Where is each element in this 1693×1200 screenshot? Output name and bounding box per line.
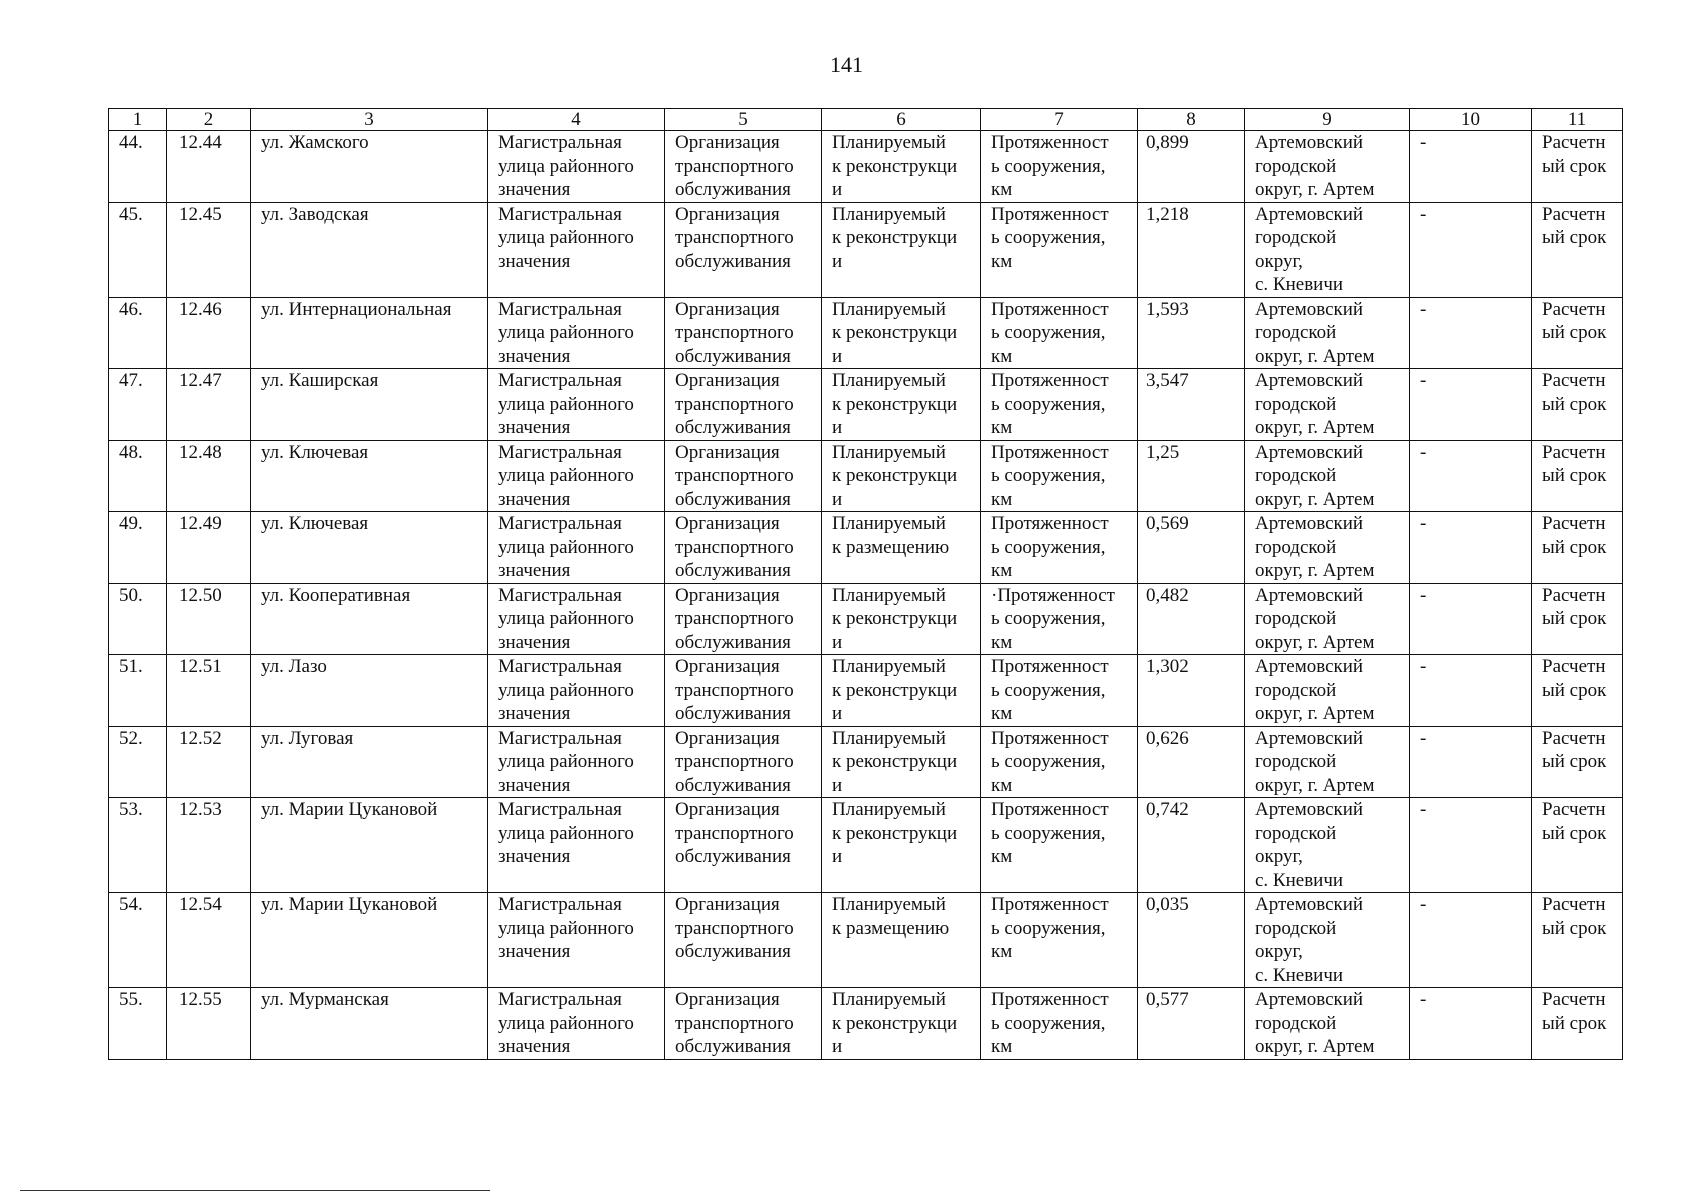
zone-type-text: - [1420, 894, 1427, 915]
street-name-text: ул. Лазо [261, 656, 327, 677]
cell-characteristic-name [981, 655, 1138, 727]
street-name-text: ул. Кооперативная [261, 584, 411, 606]
table-row [109, 297, 1623, 369]
cell-implementation-term [1532, 512, 1623, 584]
object-code-text: 12.53 [179, 799, 222, 820]
cell-object-status [822, 726, 981, 798]
cell-row-number [109, 655, 167, 727]
characteristic-name-text: Протяженност ь сооружения, км [991, 513, 1109, 581]
table-row [109, 202, 1623, 297]
length-value-text: 0,577 [1146, 989, 1189, 1010]
location-text: Артемовский городской округ, г. Артем [1255, 727, 1375, 796]
zone-type-text: - [1420, 799, 1427, 820]
cell-length-value [1138, 440, 1245, 512]
cell-length-value [1138, 798, 1245, 893]
page-number: 141 [830, 52, 863, 77]
cell-length-value [1138, 655, 1245, 727]
location-text: Артемовский городской округ, г. Артем [1255, 989, 1375, 1057]
row-number-text: 54. [119, 894, 143, 915]
cell-location [1245, 369, 1410, 441]
cell-characteristic-name [981, 369, 1138, 441]
street-name-text: ул. Жамского [261, 132, 369, 153]
zone-type-text: - [1420, 441, 1427, 463]
implementation-term-text: Расчетн ый срок [1542, 894, 1607, 939]
cell-implementation-term [1532, 202, 1623, 297]
cell-object-status [822, 893, 981, 988]
table-row [109, 988, 1623, 1060]
table-row [109, 369, 1623, 441]
table-row [109, 655, 1623, 727]
zone-type-text: - [1420, 513, 1427, 534]
cell-zone-type [1410, 369, 1532, 441]
cell-characteristic-name [981, 798, 1138, 893]
cell-object-status [822, 798, 981, 893]
footnote-divider [20, 1190, 490, 1191]
road-type-text: Магистральная улица районного значения [498, 513, 634, 581]
purpose-text: Организация транспортного обслуживания [675, 370, 794, 438]
cell-zone-type [1410, 440, 1532, 512]
table-row [109, 893, 1623, 988]
cell-row-number [109, 512, 167, 584]
cell-purpose [665, 726, 822, 798]
roads-table [108, 108, 1623, 1060]
cell-implementation-term [1532, 893, 1623, 988]
length-value-text: 1,218 [1146, 203, 1189, 225]
object-status-text: Планируемый к реконструкци и [832, 989, 958, 1057]
cell-road-type [488, 512, 665, 584]
cell-zone-type [1410, 798, 1532, 893]
cell-object-status [822, 369, 981, 441]
street-name-text: ул. Интернациональная [261, 298, 452, 320]
cell-object-status [822, 512, 981, 584]
cell-length-value [1138, 202, 1245, 297]
cell-purpose [665, 798, 822, 893]
cell-road-type [488, 655, 665, 727]
purpose-text: Организация транспортного обслуживания [675, 656, 794, 724]
cell-object-code [167, 131, 251, 203]
cell-object-code [167, 202, 251, 297]
cell-object-code [167, 726, 251, 798]
object-status-text: Планируемый к размещению [832, 513, 950, 558]
length-value-text: 0,482 [1146, 584, 1189, 606]
cell-implementation-term [1532, 988, 1623, 1060]
road-type-text: Магистральная улица районного значения [498, 894, 634, 962]
object-status-text: Планируемый к размещению [832, 894, 950, 939]
column-number-10: 10 [1410, 109, 1532, 131]
implementation-term-text: Расчетн ый срок [1542, 727, 1607, 772]
column-number-6: 6 [822, 109, 981, 131]
cell-length-value [1138, 512, 1245, 584]
cell-location [1245, 512, 1410, 584]
length-value-text: 0,035 [1146, 894, 1189, 915]
street-name-text: ул. Луговая [261, 727, 354, 749]
cell-street-name [251, 369, 488, 441]
length-value-text: 0,899 [1146, 132, 1189, 153]
cell-road-type [488, 583, 665, 655]
implementation-term-text: Расчетн ый срок [1542, 989, 1607, 1034]
cell-street-name [251, 726, 488, 798]
purpose-text: Организация транспортного обслуживания [675, 799, 794, 867]
cell-location [1245, 988, 1410, 1060]
cell-purpose [665, 655, 822, 727]
street-name-text: ул. Ключевая [261, 441, 369, 463]
location-text: Артемовский городской округ, г. Артем [1255, 513, 1375, 581]
zone-type-text: - [1420, 989, 1427, 1010]
table-row [109, 798, 1623, 893]
cell-road-type [488, 893, 665, 988]
cell-characteristic-name [981, 131, 1138, 203]
zone-type-text: - [1420, 203, 1427, 225]
cell-location [1245, 583, 1410, 655]
object-status-text: Планируемый к реконструкци и [832, 298, 958, 367]
cell-zone-type [1410, 988, 1532, 1060]
cell-row-number [109, 893, 167, 988]
cell-object-status [822, 988, 981, 1060]
object-code-text: 12.46 [179, 298, 222, 320]
cell-zone-type [1410, 131, 1532, 203]
cell-zone-type [1410, 655, 1532, 727]
object-status-text: Планируемый к реконструкци и [832, 799, 958, 867]
cell-implementation-term [1532, 798, 1623, 893]
table-row [109, 131, 1623, 203]
cell-object-code [167, 988, 251, 1060]
column-number-7: 7 [981, 109, 1138, 131]
implementation-term-text: Расчетн ый срок [1542, 799, 1607, 844]
cell-row-number [109, 988, 167, 1060]
road-type-text: Магистральная улица районного значения [498, 298, 634, 367]
cell-characteristic-name [981, 988, 1138, 1060]
implementation-term-text: Расчетн ый срок [1542, 298, 1607, 343]
road-type-text: Магистральная улица районного значения [498, 441, 634, 510]
length-value-text: 0,626 [1146, 727, 1189, 749]
cell-street-name [251, 297, 488, 369]
cell-row-number [109, 297, 167, 369]
characteristic-name-text: Протяженност ь сооружения, км [991, 370, 1109, 438]
purpose-text: Организация транспортного обслуживания [675, 203, 794, 272]
implementation-term-text: Расчетн ый срок [1542, 584, 1607, 629]
street-name-text: ул. Заводская [261, 203, 369, 225]
cell-zone-type [1410, 297, 1532, 369]
length-value-text: 0,569 [1146, 513, 1189, 534]
road-type-text: Магистральная улица районного значения [498, 656, 634, 724]
location-text: Артемовский городской округ, с. Кневичи [1255, 894, 1364, 986]
characteristic-name-text: Протяженност ь сооружения, км [991, 727, 1109, 796]
cell-implementation-term [1532, 655, 1623, 727]
street-name-text: ул. Марии Цукановой [261, 799, 438, 820]
cell-street-name [251, 131, 488, 203]
object-code-text: 12.45 [179, 203, 222, 225]
street-name-text: ул. Мурманская [261, 989, 389, 1010]
cell-object-code [167, 583, 251, 655]
cell-row-number [109, 202, 167, 297]
cell-implementation-term [1532, 297, 1623, 369]
cell-object-code [167, 798, 251, 893]
object-code-text: 12.52 [179, 727, 222, 749]
purpose-text: Организация транспортного обслуживания [675, 513, 794, 581]
characteristic-name-text: Протяженност ь сооружения, км [991, 132, 1109, 200]
cell-object-code [167, 893, 251, 988]
cell-purpose [665, 202, 822, 297]
cell-road-type [488, 798, 665, 893]
purpose-text: Организация транспортного обслуживания [675, 132, 794, 200]
cell-object-code [167, 369, 251, 441]
row-number-text: 45. [119, 203, 143, 225]
location-text: Артемовский городской округ, г. Артем [1255, 441, 1375, 510]
characteristic-name-text: Протяженност ь сооружения, км [991, 799, 1109, 867]
location-text: Артемовский городской округ, с. Кневичи [1255, 799, 1364, 891]
cell-characteristic-name [981, 440, 1138, 512]
column-number-11: 11 [1532, 109, 1623, 131]
column-number-3: 3 [251, 109, 488, 131]
cell-implementation-term [1532, 440, 1623, 512]
object-code-text: 12.50 [179, 584, 222, 606]
cell-characteristic-name [981, 202, 1138, 297]
column-number-4: 4 [488, 109, 665, 131]
cell-implementation-term [1532, 583, 1623, 655]
cell-road-type [488, 440, 665, 512]
cell-purpose [665, 440, 822, 512]
cell-street-name [251, 988, 488, 1060]
table-row [109, 512, 1623, 584]
cell-purpose [665, 369, 822, 441]
zone-type-text: - [1420, 370, 1427, 391]
cell-characteristic-name [981, 893, 1138, 988]
cell-location [1245, 202, 1410, 297]
object-code-text: 12.55 [179, 989, 222, 1010]
row-number-text: 51. [119, 656, 143, 677]
cell-zone-type [1410, 726, 1532, 798]
cell-purpose [665, 297, 822, 369]
object-code-text: 12.47 [179, 370, 222, 391]
cell-length-value [1138, 297, 1245, 369]
cell-characteristic-name [981, 583, 1138, 655]
road-type-text: Магистральная улица районного значения [498, 727, 634, 796]
row-number-text: 49. [119, 513, 143, 534]
row-number-text: 50. [119, 584, 143, 606]
cell-zone-type [1410, 893, 1532, 988]
cell-road-type [488, 297, 665, 369]
characteristic-name-text: Протяженност ь сооружения, км [991, 203, 1109, 272]
cell-characteristic-name [981, 297, 1138, 369]
location-text: Артемовский городской округ, г. Артем [1255, 298, 1375, 367]
column-number-9: 9 [1245, 109, 1410, 131]
zone-type-text: - [1420, 584, 1427, 606]
characteristic-name-text: Протяженност ь сооружения, км [991, 441, 1109, 510]
characteristic-name-text: Протяженност ь сооружения, км [991, 298, 1109, 367]
purpose-text: Организация транспортного обслуживания [675, 298, 794, 367]
cell-zone-type [1410, 512, 1532, 584]
cell-object-code [167, 297, 251, 369]
cell-zone-type [1410, 583, 1532, 655]
table-row [109, 726, 1623, 798]
cell-street-name [251, 583, 488, 655]
object-status-text: Планируемый к реконструкци и [832, 132, 958, 200]
cell-row-number [109, 726, 167, 798]
cell-object-status [822, 655, 981, 727]
row-number-text: 53. [119, 799, 143, 820]
object-status-text: Планируемый к реконструкци и [832, 656, 958, 724]
road-type-text: Магистральная улица районного значения [498, 584, 634, 653]
implementation-term-text: Расчетн ый срок [1542, 441, 1607, 486]
road-type-text: Магистральная улица районного значения [498, 370, 634, 438]
cell-purpose [665, 988, 822, 1060]
implementation-term-text: Расчетн ый срок [1542, 132, 1607, 177]
cell-road-type [488, 988, 665, 1060]
column-number-row [109, 109, 1623, 131]
characteristic-name-text: Протяженност ь сооружения, км [991, 656, 1109, 724]
location-text: Артемовский городской округ, г. Артем [1255, 370, 1375, 438]
purpose-text: Организация транспортного обслуживания [675, 727, 794, 796]
cell-location [1245, 440, 1410, 512]
cell-location [1245, 655, 1410, 727]
street-name-text: ул. Марии Цукановой [261, 894, 438, 915]
cell-row-number [109, 583, 167, 655]
cell-street-name [251, 893, 488, 988]
row-number-text: 52. [119, 727, 143, 749]
row-number-text: 46. [119, 298, 143, 320]
cell-purpose [665, 131, 822, 203]
zone-type-text: - [1420, 727, 1427, 749]
implementation-term-text: Расчетн ый срок [1542, 656, 1607, 701]
cell-location [1245, 726, 1410, 798]
object-status-text: Планируемый к реконструкци и [832, 370, 958, 438]
cell-object-status [822, 202, 981, 297]
cell-object-code [167, 655, 251, 727]
location-text: Артемовский городской округ, г. Артем [1255, 132, 1375, 200]
cell-row-number [109, 440, 167, 512]
cell-object-status [822, 297, 981, 369]
row-number-text: 55. [119, 989, 143, 1010]
cell-length-value [1138, 583, 1245, 655]
cell-characteristic-name [981, 512, 1138, 584]
row-number-text: 44. [119, 132, 143, 153]
object-status-text: Планируемый к реконструкци и [832, 203, 958, 272]
road-type-text: Магистральная улица районного значения [498, 989, 634, 1057]
cell-length-value [1138, 369, 1245, 441]
cell-characteristic-name [981, 726, 1138, 798]
cell-length-value [1138, 726, 1245, 798]
cell-row-number [109, 131, 167, 203]
cell-location [1245, 798, 1410, 893]
cell-object-code [167, 512, 251, 584]
characteristic-name-text: Протяженност ь сооружения, км [991, 894, 1109, 962]
implementation-term-text: Расчетн ый срок [1542, 203, 1607, 248]
cell-purpose [665, 583, 822, 655]
location-text: Артемовский городской округ, г. Артем [1255, 584, 1375, 653]
cell-object-status [822, 583, 981, 655]
object-status-text: Планируемый к реконструкци и [832, 441, 958, 510]
cell-road-type [488, 202, 665, 297]
object-code-text: 12.48 [179, 441, 222, 463]
length-value-text: 1,593 [1146, 298, 1189, 320]
column-number-5: 5 [665, 109, 822, 131]
cell-street-name [251, 202, 488, 297]
road-type-text: Магистральная улица районного значения [498, 799, 634, 867]
cell-length-value [1138, 893, 1245, 988]
cell-road-type [488, 726, 665, 798]
cell-purpose [665, 512, 822, 584]
cell-road-type [488, 131, 665, 203]
cell-implementation-term [1532, 369, 1623, 441]
location-text: Артемовский городской округ, с. Кневичи [1255, 203, 1364, 295]
purpose-text: Организация транспортного обслуживания [675, 989, 794, 1057]
zone-type-text: - [1420, 132, 1427, 153]
characteristic-name-text: ·Протяженност ь сооружения, км [991, 584, 1115, 653]
zone-type-text: - [1420, 298, 1427, 320]
row-number-text: 47. [119, 370, 143, 391]
cell-object-status [822, 131, 981, 203]
road-type-text: Магистральная улица районного значения [498, 203, 634, 272]
object-code-text: 12.51 [179, 656, 222, 677]
implementation-term-text: Расчетн ый срок [1542, 370, 1607, 415]
purpose-text: Организация транспортного обслуживания [675, 584, 794, 653]
location-text: Артемовский городской округ, г. Артем [1255, 656, 1375, 724]
cell-row-number [109, 369, 167, 441]
cell-length-value [1138, 988, 1245, 1060]
street-name-text: ул. Ключевая [261, 513, 369, 534]
object-code-text: 12.49 [179, 513, 222, 534]
column-number-8: 8 [1138, 109, 1245, 131]
length-value-text: 3,547 [1146, 370, 1189, 391]
length-value-text: 0,742 [1146, 799, 1189, 820]
length-value-text: 1,302 [1146, 656, 1189, 677]
cell-location [1245, 131, 1410, 203]
cell-implementation-term [1532, 131, 1623, 203]
cell-zone-type [1410, 202, 1532, 297]
object-status-text: Планируемый к реконструкци и [832, 584, 958, 653]
cell-row-number [109, 798, 167, 893]
purpose-text: Организация транспортного обслуживания [675, 894, 794, 962]
cell-street-name [251, 655, 488, 727]
cell-road-type [488, 369, 665, 441]
column-number-2: 2 [167, 109, 251, 131]
table-row [109, 583, 1623, 655]
street-name-text: ул. Каширская [261, 370, 379, 391]
cell-street-name [251, 512, 488, 584]
cell-object-status [822, 440, 981, 512]
length-value-text: 1,25 [1146, 441, 1180, 463]
cell-location [1245, 893, 1410, 988]
row-number-text: 48. [119, 441, 143, 463]
zone-type-text: - [1420, 656, 1427, 677]
table-row [109, 440, 1623, 512]
characteristic-name-text: Протяженност ь сооружения, км [991, 989, 1109, 1057]
column-number-1: 1 [109, 109, 167, 131]
cell-street-name [251, 440, 488, 512]
cell-implementation-term [1532, 726, 1623, 798]
object-code-text: 12.44 [179, 132, 222, 153]
purpose-text: Организация транспортного обслуживания [675, 441, 794, 510]
cell-street-name [251, 798, 488, 893]
table-body [109, 131, 1623, 1060]
object-status-text: Планируемый к реконструкци и [832, 727, 958, 796]
cell-location [1245, 297, 1410, 369]
object-code-text: 12.54 [179, 894, 222, 915]
implementation-term-text: Расчетн ый срок [1542, 513, 1607, 558]
cell-length-value [1138, 131, 1245, 203]
cell-object-code [167, 440, 251, 512]
cell-purpose [665, 893, 822, 988]
road-type-text: Магистральная улица районного значения [498, 132, 634, 200]
